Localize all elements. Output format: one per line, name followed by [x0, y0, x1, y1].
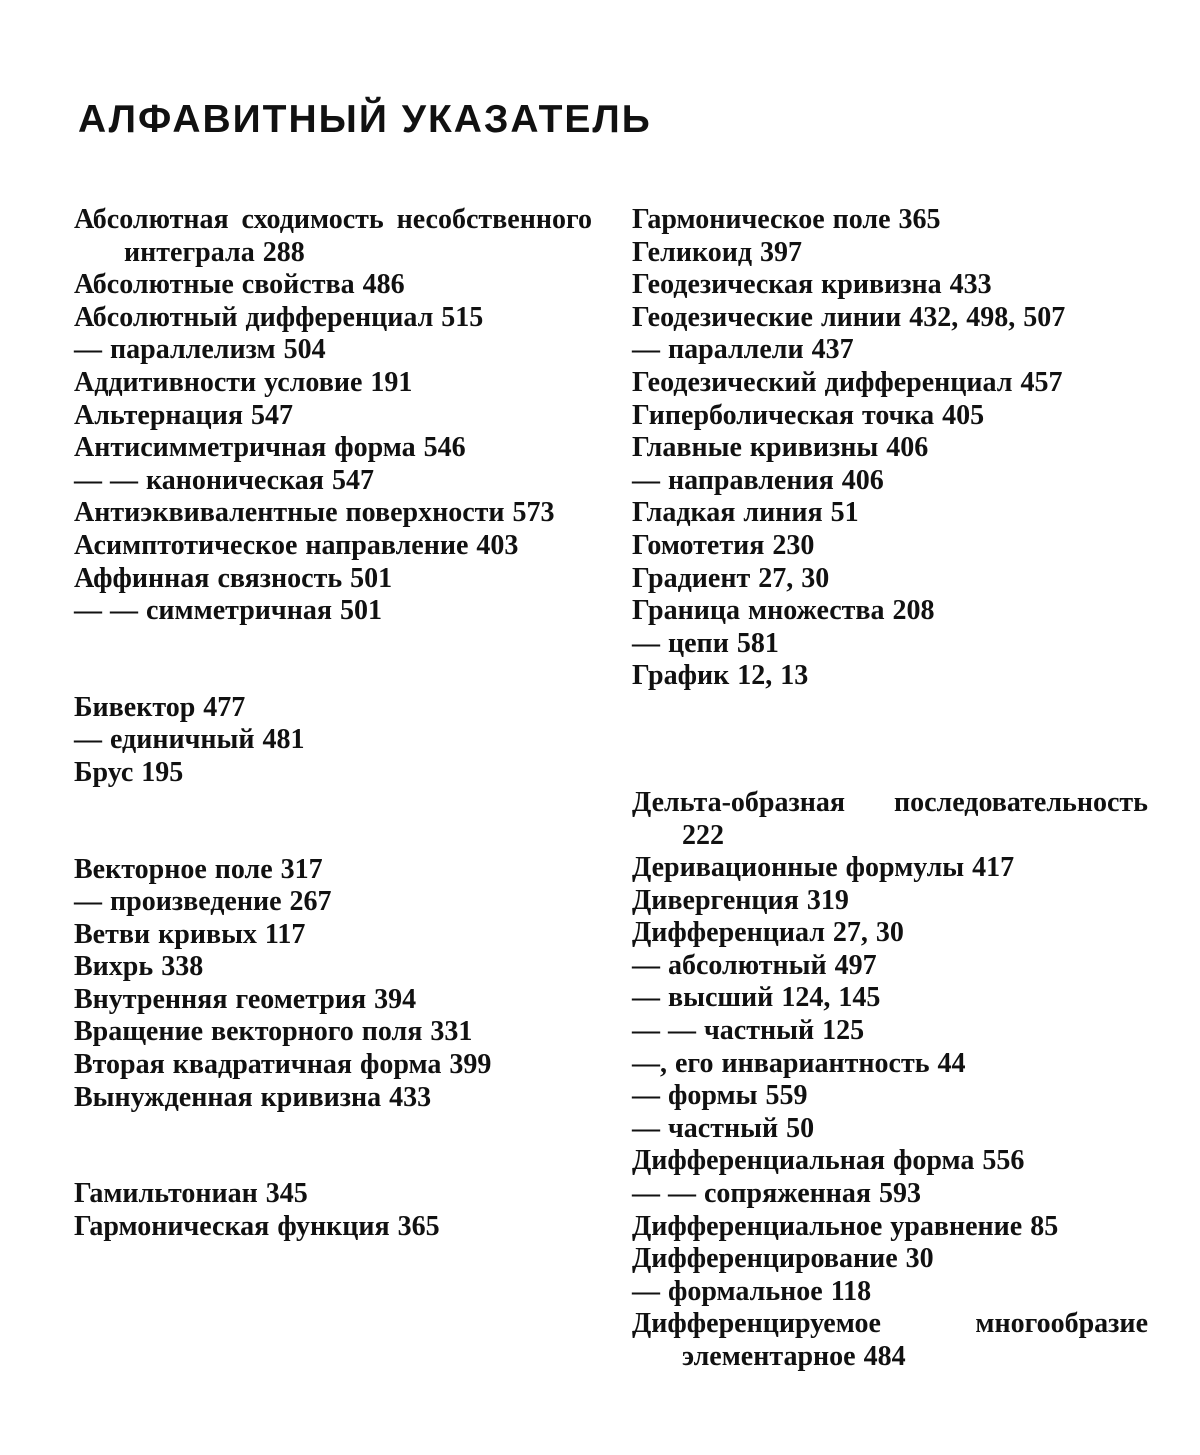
index-entry: Абсолютный дифференциал 515: [74, 301, 484, 333]
index-entry: Антиэквивалентные поверхности 573: [74, 497, 555, 529]
index-entry: — — частный 125: [632, 1015, 865, 1047]
index-entry: — произведение 267: [74, 886, 332, 918]
index-entry: Гиперболическая точка 405: [632, 399, 985, 431]
index-group-a: [74, 204, 592, 628]
index-entry: Граница множества 208: [632, 595, 935, 627]
group-gap: [632, 693, 1148, 787]
index-entry: Дивергенция 319: [632, 884, 849, 916]
index-entry: —, его инвариантность 44: [632, 1047, 966, 1079]
index-entry: Геликоид 397: [632, 236, 803, 268]
index-group-v: [74, 854, 592, 1115]
index-entry: Асимптотическое направление 403: [74, 529, 519, 561]
index-entry: Абсолютная сходимость несобственного интеграла 288: [74, 204, 592, 268]
index-entry: Бивектор 477: [74, 691, 246, 723]
index-entry: Вынужденная кривизна 433: [74, 1081, 432, 1113]
index-entry: Векторное поле 317: [74, 853, 323, 885]
index-entry: — формы 559: [632, 1080, 808, 1112]
index-entry: Дифференцируемое многообразие элементарное 484: [632, 1308, 1148, 1372]
index-entry: Геодезический дифференциал 457: [632, 366, 1063, 398]
index-entry: Гамильтониан 345: [74, 1178, 308, 1210]
index-entry: Дифференциал 27, 30: [632, 917, 904, 949]
index-entry: Гармоническая функция 365: [74, 1210, 440, 1242]
group-gap: [74, 628, 592, 692]
index-entry: — высший 124, 145: [632, 982, 881, 1014]
index-entry: — абсолютный 497: [632, 949, 877, 981]
index-entry: Дельта-образная последовательность 222: [632, 786, 1148, 851]
index-entry: Антисимметричная форма 546: [74, 432, 466, 464]
right-column: [632, 204, 1148, 1374]
index-entry: Гармоническое поле 365: [632, 204, 941, 235]
index-group-d: [632, 787, 1148, 1374]
index-entry: Брус 195: [74, 756, 184, 788]
index-entry: Аддитивности условие 191: [74, 366, 413, 398]
index-entry: Вихрь 338: [74, 951, 204, 983]
index-entry: — — сопряженная 593: [632, 1178, 922, 1210]
index-entry: Ветви кривых 117: [74, 918, 306, 950]
index-entry: Гомотетия 230: [632, 529, 815, 561]
group-gap: [74, 790, 592, 854]
index-entry: — — симметричная 501: [74, 595, 383, 627]
index-entry: — — каноническая 547: [74, 464, 374, 496]
index-entry: Градиент 27, 30: [632, 562, 830, 594]
index-group-g: [74, 1178, 592, 1243]
index-entry: Дифференциальная форма 556: [632, 1145, 1025, 1177]
index-entry: — цепи 581: [632, 627, 779, 659]
index-group-g-continued: [632, 204, 1148, 693]
index-entry: Альтернация 547: [74, 399, 293, 431]
index-entry: Деривационные формулы 417: [632, 852, 1015, 884]
index-entry: Геодезические линии 432, 498, 507: [632, 301, 1066, 333]
index-entry: — единичный 481: [74, 724, 305, 756]
index-entry: Аффинная связность 501: [74, 562, 393, 594]
index-entry: — формальное 118: [632, 1275, 872, 1307]
index-entry: — параллели 437: [632, 334, 854, 366]
group-gap: [74, 1114, 592, 1178]
index-entry: — частный 50: [632, 1112, 815, 1144]
index-entry: Внутренняя геометрия 394: [74, 983, 417, 1015]
index-entry: Гладкая линия 51: [632, 497, 859, 529]
index-entry: График 12, 13: [632, 660, 809, 692]
index-group-b: [74, 692, 592, 790]
index-entry: Главные кривизны 406: [632, 432, 929, 464]
left-column: [74, 204, 592, 1243]
index-entry: Вращение векторного поля 331: [74, 1016, 473, 1048]
page-title: АЛФАВИТНЫЙ УКАЗАТЕЛЬ: [78, 98, 652, 141]
index-entry: — параллелизм 504: [74, 334, 326, 366]
index-entry: Дифференциальное уравнение 85: [632, 1210, 1059, 1242]
index-entry: — направления 406: [632, 464, 884, 496]
index-entry: Абсолютные свойства 486: [74, 269, 405, 301]
index-entry: Дифференцирование 30: [632, 1243, 934, 1275]
index-entry: Вторая квадратичная форма 399: [74, 1049, 492, 1081]
index-entry: Геодезическая кривизна 433: [632, 269, 992, 301]
